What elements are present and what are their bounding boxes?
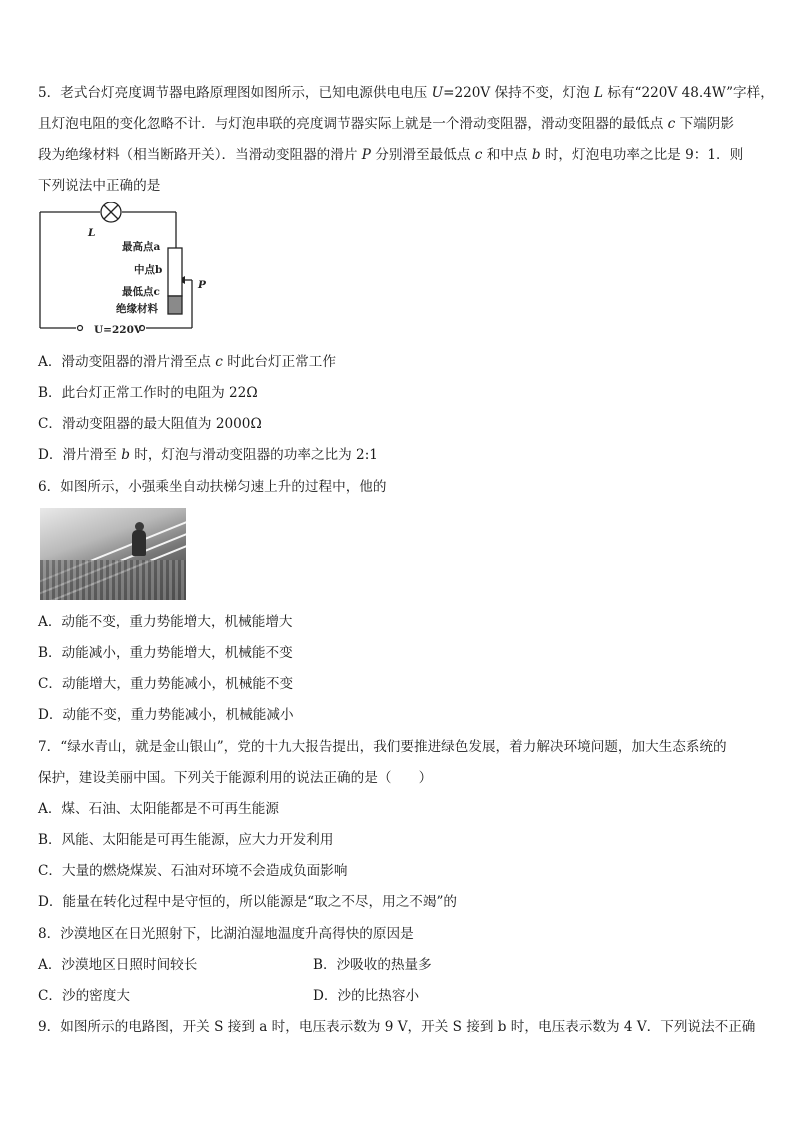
q9-stem: 9．如图所示的电路图，开关 S 接到 a 时，电压表示数为 9 V，开关 S 接到 b 时，电压表示数为 4 V．下列说法不正确 [38, 1019, 756, 1035]
q5-var-U: U [431, 85, 444, 101]
q5-option-text: A．滑动变阻器的滑片滑至点 [38, 354, 216, 370]
q5-circuit-diagram [36, 202, 226, 338]
q5-option-text: 时，灯泡与滑动变阻器的功率之比为 2:1 [129, 447, 378, 463]
q7-option-C: C．大量的燃烧煤炭、石油对环境不会造成负面影响 [38, 863, 348, 879]
q7-option-D: D．能量在转化过程中是守恒的，所以能源是“取之不尽，用之不竭”的 [38, 894, 458, 910]
q6-stem: 6．如图所示，小强乘坐自动扶梯匀速上升的过程中，他的 [38, 479, 387, 495]
label-top-a: 最高点a [122, 241, 161, 253]
rheostat-resistor [168, 248, 182, 296]
q7-stem-line-1: 7．“绿水青山，就是金山银山”，党的十九大报告提出，我们要推进绿色发展，着力解决环境问题，加大生态系统的 [38, 739, 727, 755]
q5-text: =220V 保持不变，灯泡 [443, 85, 595, 101]
escalator-photo [40, 508, 186, 600]
q5-text: 标有“220V 48.4W”字样， [603, 85, 774, 101]
q5-var-L: L [594, 85, 604, 101]
lamp-label: L [88, 227, 96, 239]
q5-stem-line-2 [38, 115, 734, 133]
q5-var-c: c [474, 147, 483, 163]
q5-var-c: c [667, 116, 676, 132]
q8-option-C: C．沙的密度大 [38, 988, 130, 1004]
q7-stem-line-2: 保护，建设美丽中国。下列关于能源利用的说法正确的是（ ） [38, 770, 433, 786]
q5-option-text: 时此台灯正常工作 [222, 354, 336, 370]
q8-option-B: B．沙吸收的热量多 [313, 957, 432, 973]
label-voltage: U=220V [94, 324, 143, 336]
q6-option-A: A．动能不变，重力势能增大，机械能增大 [38, 614, 293, 630]
label-low-c: 最低点c [122, 286, 160, 298]
q5-stem-line-4: 下列说法中正确的是 [38, 178, 161, 194]
q5-text: 分别滑至最低点 [370, 147, 475, 163]
q8-option-A: A．沙漠地区日照时间较长 [38, 957, 198, 973]
q8-stem: 8．沙漠地区在日光照射下，比湖泊湿地温度升高得快的原因是 [38, 926, 414, 942]
q5-text: 下端阴影 [675, 116, 734, 132]
label-slider-P: P [198, 279, 206, 291]
q8-option-D: D．沙的比热容小 [313, 988, 420, 1004]
q5-stem-line-1 [38, 84, 774, 102]
q7-option-B: B．风能、太阳能是可再生能源，应大力开发利用 [38, 832, 334, 848]
q5-text: 且灯泡电阻的变化忽略不计．与灯泡串联的亮度调节器实际上就是一个滑动变阻器，滑动变阻器的最低点 [38, 116, 668, 132]
terminal-left [78, 326, 83, 331]
q5-var-b: b [531, 147, 541, 163]
label-mid-b: 中点b [134, 264, 163, 276]
q6-option-D: D．动能不变，重力势能减小，机械能减小 [38, 707, 294, 723]
q5-text: 时，灯泡电功率之比是 9：1．则 [540, 147, 744, 163]
q5-stem-line-3 [38, 146, 743, 164]
rheostat-insulation [168, 296, 182, 314]
q5-var-c: c [215, 354, 223, 370]
q5-text: 5．老式台灯亮度调节器电路原理图如图所示，已知电源供电电压 [38, 85, 432, 101]
q5-option-C: C．滑动变阻器的最大阻值为 2000Ω [38, 416, 262, 432]
q5-option-B: B．此台灯正常工作时的电阻为 22Ω [38, 385, 258, 401]
q5-var-P: P [361, 147, 371, 163]
lamp-icon [101, 202, 121, 222]
q5-var-b: b [121, 447, 130, 463]
q5-text: 段为绝缘材料（相当断路开关）．当滑动变阻器的滑片 [38, 147, 362, 163]
label-insulation: 绝缘材料 [116, 303, 158, 315]
q6-option-B: B．动能减小，重力势能增大，机械能不变 [38, 645, 293, 661]
q7-option-A: A．煤、石油、太阳能都是不可再生能源 [38, 801, 279, 817]
q5-option-A [38, 353, 336, 371]
q5-option-D [38, 446, 378, 464]
q5-text: 和中点 [482, 147, 532, 163]
q6-option-C: C．动能增大，重力势能减小，机械能不变 [38, 676, 294, 692]
q5-option-text: D．滑片滑至 [38, 447, 122, 463]
